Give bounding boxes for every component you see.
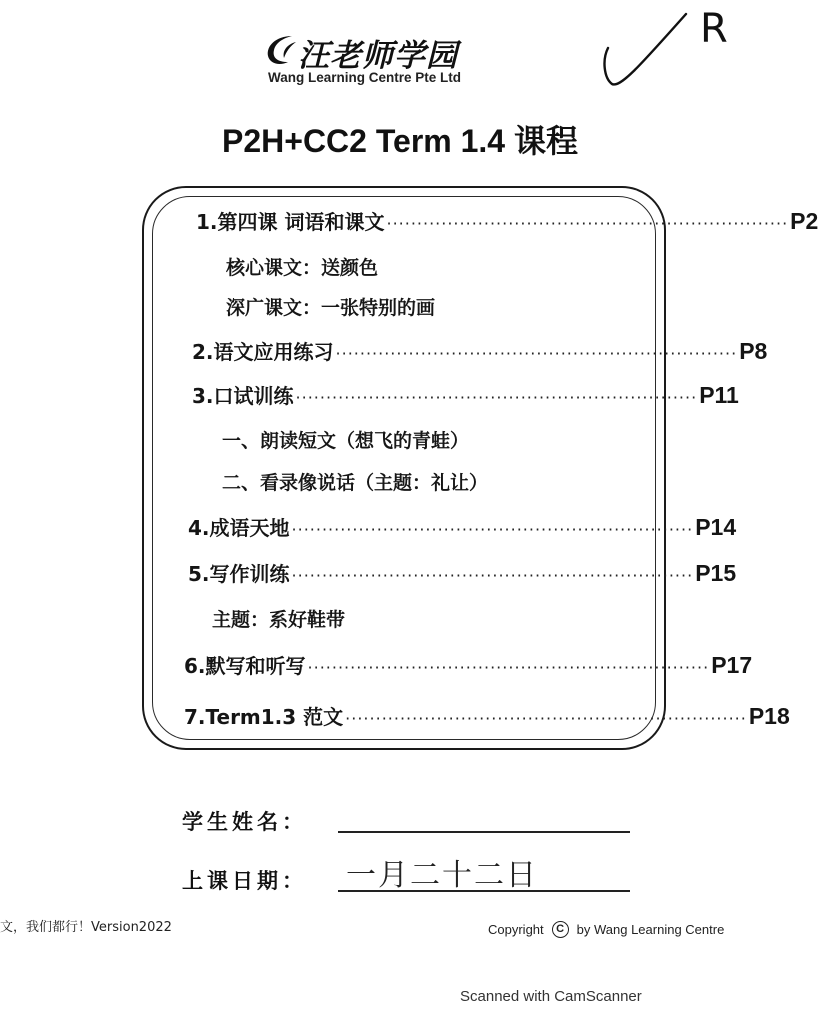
toc-leader-dots: ·································································· — [335, 344, 738, 363]
toc-item-page: P11 — [699, 382, 739, 408]
swoosh-logo-icon — [262, 32, 302, 68]
toc-item-label: 5.写作训练 — [188, 562, 290, 586]
toc-item-lesson4 — [196, 206, 818, 235]
toc-item-page: P17 — [711, 652, 753, 678]
toc-item-page: P14 — [695, 514, 737, 540]
toc-leader-dots: ·································································· — [386, 214, 789, 233]
toc-item-label: 6.默写和听写 — [184, 654, 306, 678]
logo-chinese-name: 汪老师学园 — [298, 38, 458, 74]
page-title: P2H+CC2 Term 1.4 课程 — [222, 123, 578, 159]
toc-leader-dots: ·································································· — [295, 388, 698, 407]
toc-item-page: P8 — [739, 338, 768, 364]
toc-item-oral-training — [192, 380, 739, 409]
toc-leader-dots: ·································································· — [291, 520, 694, 539]
toc-subitem-writing-topic: 主题：系好鞋带 — [212, 609, 346, 631]
handwritten-check-icon — [596, 0, 756, 90]
toc-subitem-extended-text: 深广课文：一张特别的画 — [226, 297, 436, 319]
company-logo — [262, 30, 542, 92]
copyright-owner: by Wang Learning Centre — [576, 922, 725, 937]
toc-item-label: 4.成语天地 — [188, 516, 290, 540]
toc-item-label: 1.第四课 词语和课文 — [196, 210, 385, 234]
toc-item-page: P15 — [695, 560, 737, 586]
toc-leader-dots: ·································································· — [291, 566, 694, 585]
toc-item-writing — [188, 558, 737, 587]
logo-english-name: Wang Learning Centre Pte Ltd — [268, 70, 462, 85]
toc-item-language-practice — [192, 336, 768, 365]
copyright-icon: C — [552, 921, 569, 938]
class-date-value: 一月二十二日 — [346, 858, 538, 893]
toc-item-dictation — [184, 650, 753, 679]
scanner-watermark: Scanned with CamScanner — [460, 988, 642, 1005]
class-date-label: 上课日期： — [182, 869, 307, 893]
toc-subitem-reading: 一、朗读短文（想飞的青蛙） — [222, 430, 470, 452]
handwritten-mark: R — [700, 6, 728, 52]
toc-subitem-core-text: 核心课文：送颜色 — [226, 257, 379, 279]
student-name-label: 学生姓名： — [182, 810, 307, 834]
footer-copyright — [488, 921, 724, 938]
toc-item-label: 3.口试训练 — [192, 384, 294, 408]
toc-leader-dots: ·································································· — [345, 709, 747, 728]
toc-item-page: P2 — [790, 208, 818, 234]
toc-item-label: 2.语文应用练习 — [192, 340, 334, 364]
toc-item-label: 7.Term1.3 范文 — [184, 705, 344, 729]
toc-leader-dots: ·································································· — [307, 658, 710, 677]
toc-item-page: P18 — [748, 703, 790, 729]
toc-item-idioms — [188, 512, 737, 541]
student-name-line — [338, 831, 630, 833]
footer-slogan: 文，我们都行！Version2022 — [0, 920, 172, 935]
toc-subitem-video-talk: 二、看录像说话（主题：礼让） — [222, 472, 489, 494]
toc-item-model-essay — [184, 701, 790, 730]
copyright-text: Copyright — [488, 922, 544, 937]
